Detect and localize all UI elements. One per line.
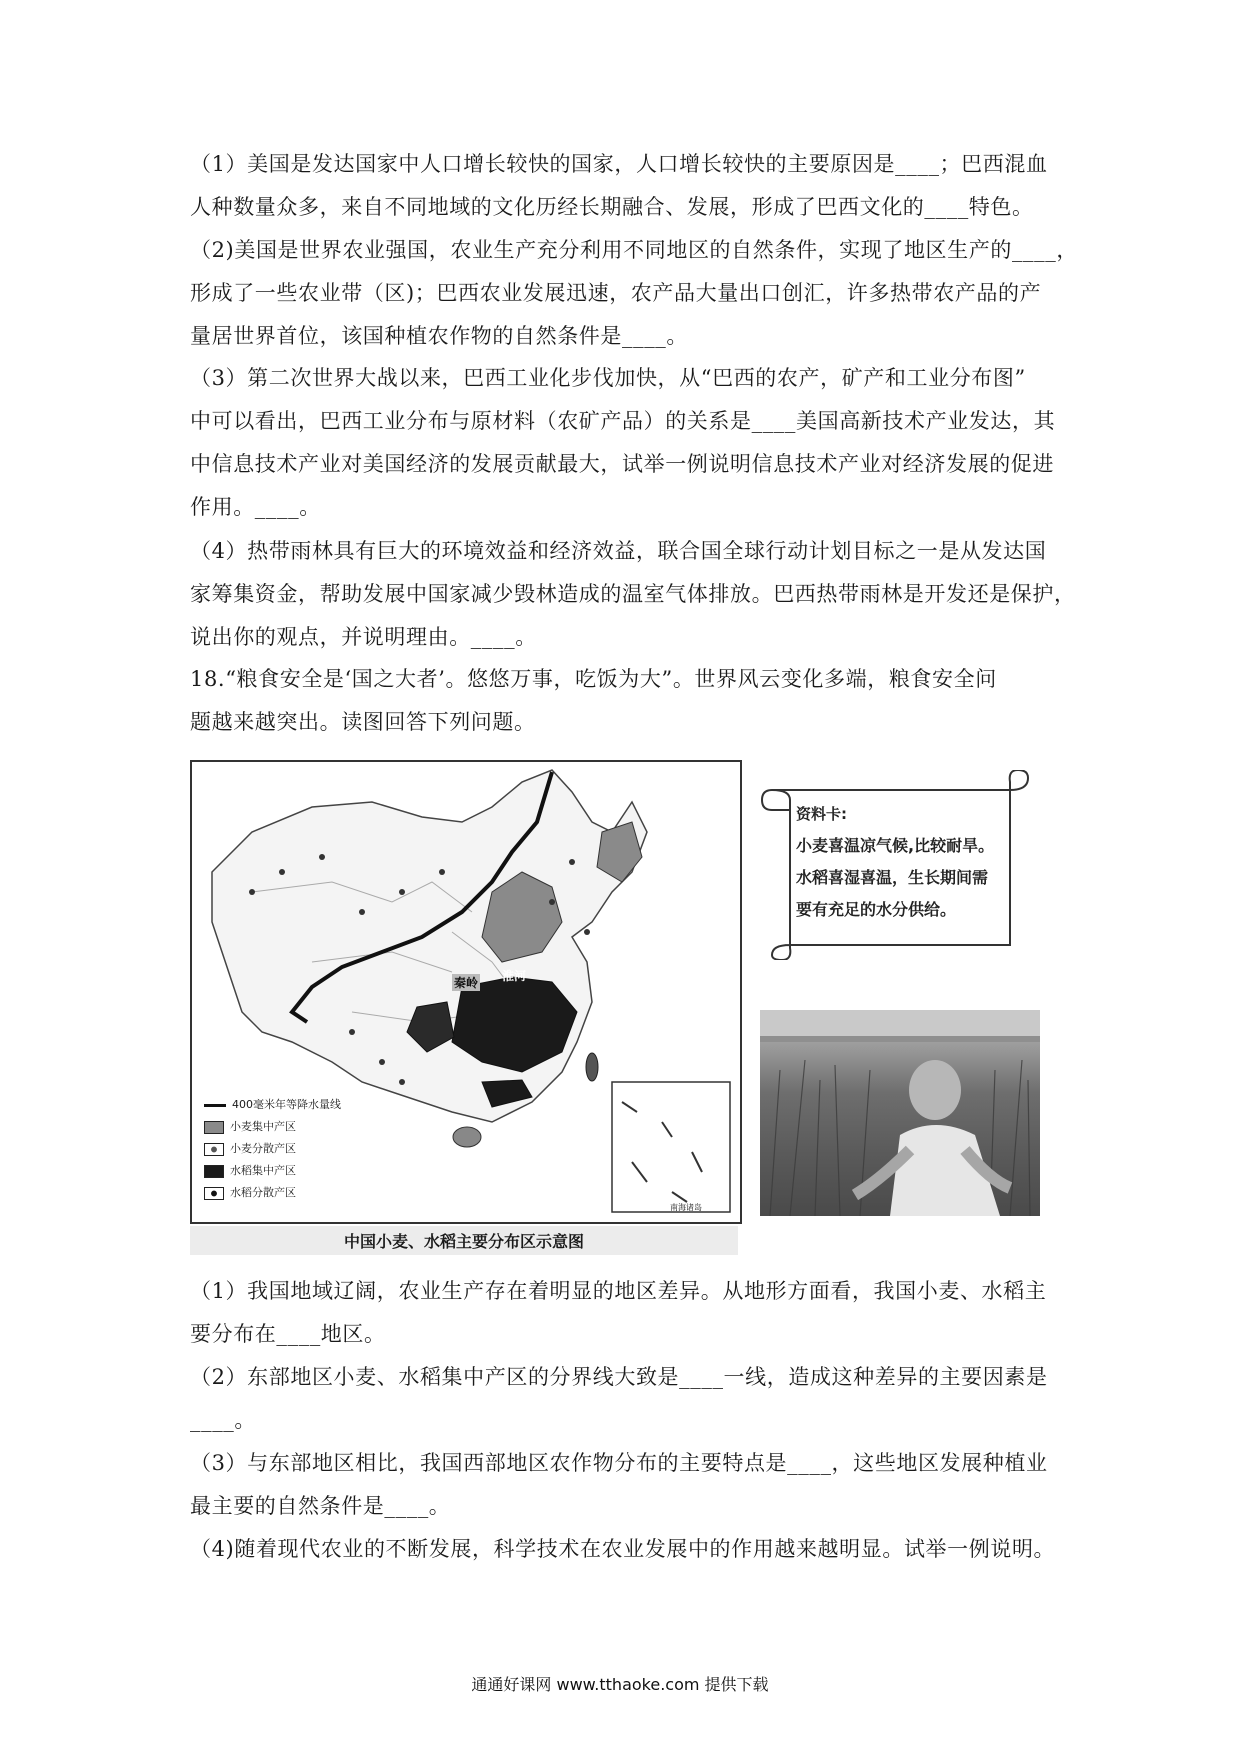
card-title: 资料卡: (796, 805, 847, 823)
taiwan-island (586, 1053, 598, 1081)
label-huaihe: 淮河 (502, 969, 527, 983)
text-line: （4)随着现代农业的不断发展，科学技术在农业发展中的作用越来越明显。试举一例说明。 (190, 1537, 1056, 1561)
card-line: 水稻喜湿喜温，生长期间需 (796, 868, 989, 887)
legend-label: 400毫米年等降水量线 (232, 1098, 341, 1111)
legend-isohyet-swatch (204, 1104, 226, 1107)
text-line: 家筹集资金，帮助发展中国家减少毁林造成的温室气体排放。巴西热带雨林是开发还是保护， (190, 582, 1076, 606)
text-line: ____。 (190, 1408, 256, 1432)
legend-label: 小麦集中产区 (230, 1120, 296, 1133)
legend-item (204, 1116, 341, 1138)
q17-part3 (190, 357, 1056, 529)
text-line: （1）我国地域辽阔，农业生产存在着明显的地区差异。从地形方面看，我国小麦、水稻主 (190, 1279, 1047, 1303)
text-line: （2)美国是世界农业强国，农业生产充分利用不同地区的自然条件，实现了地区生产的____， (190, 238, 1078, 262)
page-footer: 通通好课网 www.tthaoke.com 提供下载 (471, 1675, 769, 1694)
label-qinling: 秦岭 (454, 976, 479, 990)
photo-drawing (760, 1010, 1040, 1216)
text-line: （3）第二次世界大战以来，巴西工业化步伐加快，从“巴西的农产，矿产和工业分布图” (190, 366, 1026, 390)
text-line: 形成了一些农业带（区)；巴西农业发展迅速，农产品大量出口创汇，许多热带农产品的产 (190, 281, 1042, 305)
legend-item (204, 1160, 341, 1182)
card-text (796, 798, 994, 926)
text-line: 18.“粮食安全是‘国之大者’。悠悠万事，吃饭为大”。世界风云变化多端，粮食安全问 (190, 667, 997, 691)
text-line: （4）热带雨林具有巨大的环境效益和经济效益，联合国全球行动计划目标之一是从发达国 (190, 539, 1047, 563)
text-line: 人种数量众多，来自不同地域的文化历经长期融合、发展，形成了巴西文化的____特色。 (190, 195, 1034, 219)
card-line: 要有充足的水分供给。 (796, 900, 957, 919)
legend-item (204, 1094, 341, 1116)
card-line: 小麦喜温凉气候,比较耐旱。 (796, 836, 995, 855)
q17-part2 (190, 229, 1078, 358)
rice-field-photo (760, 1010, 1040, 1216)
legend-label: 水稻集中产区 (230, 1164, 296, 1177)
info-card (760, 770, 1040, 960)
text-line: 要分布在____地区。 (190, 1322, 386, 1346)
hainan-island (453, 1127, 481, 1147)
text-line: （3）与东部地区相比，我国西部地区农作物分布的主要特点是____，这些地区发展种植业 (190, 1451, 1048, 1475)
text-line: （2）东部地区小麦、水稻集中产区的分界线大致是____一线，造成这种差异的主要因素是 (190, 1365, 1048, 1389)
q18-figure (190, 760, 1050, 1251)
legend-label: 小麦分散产区 (230, 1142, 296, 1155)
q18-intro (190, 658, 1050, 744)
south-sea-inset (612, 1082, 730, 1212)
china-crop-map (190, 760, 742, 1224)
q17-part1 (190, 143, 1050, 229)
legend-rice-concentrated-swatch (204, 1165, 224, 1178)
text-line: 中信息技术产业对美国经济的发展贡献最大，试举一例说明信息技术产业对经济发展的促进 (190, 452, 1054, 476)
q18-part1 (190, 1270, 1050, 1356)
legend-wheat-concentrated-swatch (204, 1121, 224, 1134)
map-legend (204, 1094, 341, 1204)
label-south-sea-islands: 南海诸岛 (670, 1203, 702, 1212)
china-outline (212, 770, 647, 1122)
q18-part4 (190, 1528, 1056, 1571)
text-line: 中可以看出，巴西工业分布与原材料（农矿产品）的关系是____美国高新技术产业发达，其 (190, 409, 1056, 433)
text-line: 最主要的自然条件是____。 (190, 1494, 451, 1518)
q18-part3 (190, 1442, 1050, 1528)
legend-label: 水稻分散产区 (230, 1186, 296, 1199)
legend-rice-scattered-swatch (204, 1187, 224, 1200)
text-line: 说出你的观点，并说明理由。____。 (190, 625, 537, 649)
map-caption: 中国小麦、水稻主要分布区示意图 (190, 1226, 738, 1255)
q18-part2 (190, 1356, 1050, 1442)
legend-item (204, 1182, 341, 1204)
text-line: 量居世界首位，该国种植农作物的自然条件是____。 (190, 324, 688, 348)
text-line: （1）美国是发达国家中人口增长较快的国家，人口增长较快的主要原因是____；巴西混血 (190, 152, 1048, 176)
text-line: 题越来越突出。读图回答下列问题。 (190, 710, 536, 734)
text-line: 作用。____。 (190, 495, 321, 519)
legend-item (204, 1138, 341, 1160)
legend-wheat-scattered-swatch (204, 1143, 224, 1156)
q17-part4 (190, 530, 1076, 659)
